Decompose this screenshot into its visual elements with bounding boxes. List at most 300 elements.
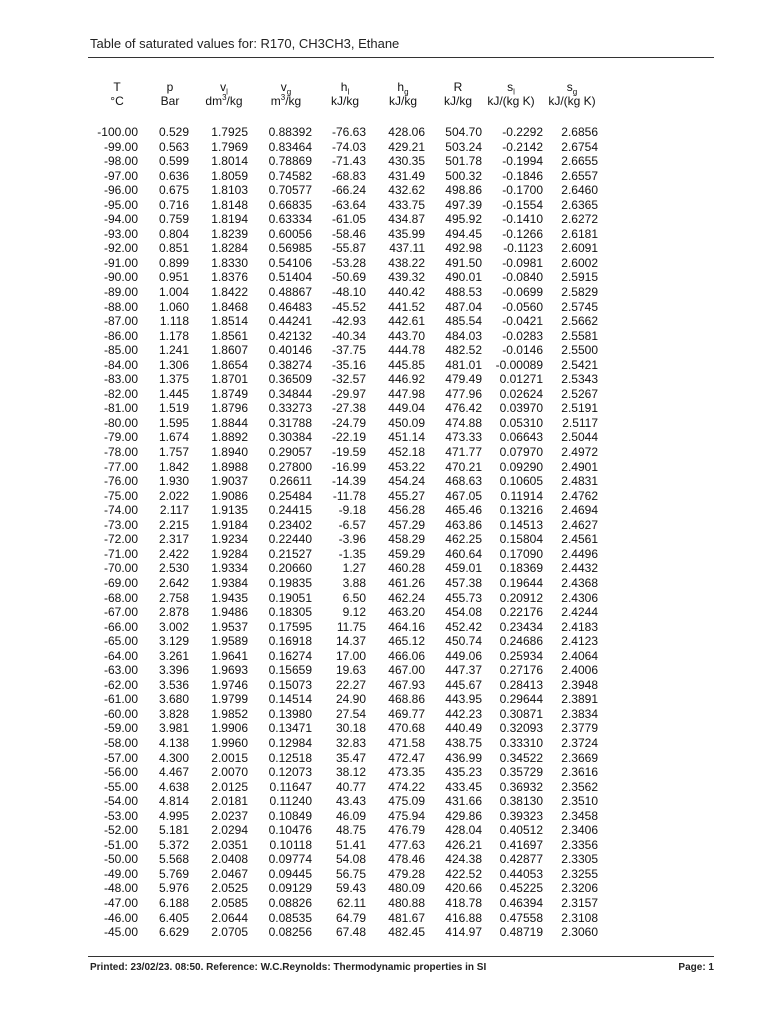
cell-vapor-entropy: 2.5581 <box>561 328 598 343</box>
cell-temperature: -83.00 <box>103 372 138 387</box>
cell-latent-heat: 440.49 <box>445 721 482 736</box>
cell-vapor-enthalpy: 473.35 <box>388 765 425 780</box>
cell-liquid-entropy: 0.19644 <box>499 575 543 590</box>
cell-pressure: 4.467 <box>158 765 189 780</box>
cell-temperature: -82.00 <box>103 386 138 401</box>
cell-pressure: 2.642 <box>158 575 189 590</box>
cell-temperature: -59.00 <box>103 721 138 736</box>
cell-vapor-entropy: 2.4306 <box>561 590 598 605</box>
cell-liquid-enthalpy: -11.78 <box>332 488 366 503</box>
cell-liquid-enthalpy: -35.16 <box>331 357 366 372</box>
cell-vapor-enthalpy: 437.11 <box>389 241 425 256</box>
cell-liquid-entropy: 0.25934 <box>499 648 543 663</box>
cell-liquid-enthalpy: -74.03 <box>331 139 366 154</box>
cell-vapor-entropy: 2.4123 <box>561 634 598 649</box>
cell-pressure: 0.636 <box>158 168 189 183</box>
cell-liquid-enthalpy: 46.09 <box>335 808 366 823</box>
cell-latent-heat: 481.01 <box>445 357 482 372</box>
table-row <box>0 300 768 315</box>
cell-liquid-volume: 1.8607 <box>211 343 248 358</box>
cell-liquid-enthalpy: 11.75 <box>336 619 366 634</box>
cell-vapor-volume: 0.42132 <box>268 328 312 343</box>
cell-liquid-enthalpy: -63.64 <box>331 197 366 212</box>
cell-pressure: 3.536 <box>158 677 189 692</box>
cell-liquid-enthalpy: -29.97 <box>331 386 366 401</box>
cell-liquid-entropy: 0.30871 <box>499 706 543 721</box>
cell-latent-heat: 452.42 <box>445 619 482 634</box>
cell-temperature: -77.00 <box>103 459 138 474</box>
table-row <box>0 736 768 751</box>
cell-pressure: 6.629 <box>158 925 189 940</box>
cell-vapor-volume: 0.08256 <box>268 925 312 940</box>
cell-temperature: -68.00 <box>103 590 138 605</box>
cell-liquid-volume: 2.0408 <box>211 852 248 867</box>
cell-temperature: -85.00 <box>103 343 138 358</box>
cell-liquid-entropy: 0.22176 <box>499 605 543 620</box>
cell-latent-heat: 436.99 <box>445 750 482 765</box>
cell-vapor-enthalpy: 476.79 <box>388 823 425 838</box>
cell-vapor-enthalpy: 455.27 <box>388 488 425 503</box>
cell-latent-heat: 422.52 <box>445 866 482 881</box>
cell-vapor-entropy: 2.4006 <box>561 663 598 678</box>
table-row <box>0 576 768 591</box>
cell-vapor-enthalpy: 462.24 <box>388 590 425 605</box>
cell-liquid-entropy: 0.39323 <box>499 808 543 823</box>
cell-liquid-enthalpy: -32.57 <box>331 372 366 387</box>
cell-liquid-volume: 1.8103 <box>211 183 248 198</box>
cell-pressure: 1.060 <box>158 299 189 314</box>
cell-liquid-enthalpy: 38.12 <box>335 765 366 780</box>
table-row <box>0 183 768 198</box>
table-row <box>0 212 768 227</box>
cell-liquid-entropy: 0.07970 <box>499 445 543 460</box>
cell-vapor-volume: 0.60056 <box>268 226 312 241</box>
cell-temperature: -81.00 <box>103 401 138 416</box>
cell-vapor-entropy: 2.3616 <box>561 765 598 780</box>
cell-vapor-enthalpy: 477.63 <box>388 837 425 852</box>
cell-liquid-entropy: -0.2142 <box>502 139 543 154</box>
cell-temperature: -70.00 <box>103 561 138 576</box>
cell-liquid-enthalpy: 30.18 <box>335 721 366 736</box>
cell-vapor-entropy: 2.3060 <box>561 925 598 940</box>
cell-temperature: -86.00 <box>103 328 138 343</box>
table-row <box>0 707 768 722</box>
cell-vapor-enthalpy: 467.00 <box>388 663 425 678</box>
cell-liquid-entropy: -0.1266 <box>502 226 543 241</box>
cell-vapor-entropy: 2.5829 <box>561 285 598 300</box>
cell-liquid-entropy: -0.1846 <box>502 168 543 183</box>
cell-liquid-volume: 1.9641 <box>211 648 248 663</box>
cell-pressure: 0.899 <box>158 255 189 270</box>
page-title: Table of saturated values for: R170, CH3CH3, Ethane <box>90 36 400 51</box>
cell-vapor-enthalpy: 447.98 <box>388 386 425 401</box>
cell-latent-heat: 487.04 <box>445 299 482 314</box>
cell-vapor-entropy: 2.3724 <box>561 735 598 750</box>
cell-liquid-enthalpy: 32.83 <box>335 735 366 750</box>
cell-liquid-entropy: -0.0981 <box>502 255 543 270</box>
cell-vapor-enthalpy: 457.29 <box>388 517 425 532</box>
cell-vapor-enthalpy: 460.28 <box>388 561 425 576</box>
cell-vapor-enthalpy: 464.16 <box>388 619 425 634</box>
cell-liquid-enthalpy: -42.93 <box>331 314 366 329</box>
cell-latent-heat: 491.50 <box>445 255 482 270</box>
cell-vapor-entropy: 2.4694 <box>561 503 598 518</box>
footer-divider <box>88 956 714 957</box>
cell-liquid-volume: 2.0525 <box>211 881 248 896</box>
cell-pressure: 0.675 <box>158 183 189 198</box>
cell-vapor-entropy: 2.5343 <box>561 372 598 387</box>
table-row <box>0 372 768 387</box>
cell-latent-heat: 460.64 <box>445 546 482 561</box>
table-row <box>0 896 768 911</box>
cell-liquid-entropy: 0.14513 <box>499 517 543 532</box>
table-row <box>0 663 768 678</box>
cell-vapor-volume: 0.13471 <box>268 721 312 736</box>
cell-liquid-entropy: 0.24686 <box>499 634 543 649</box>
cell-vapor-enthalpy: 442.61 <box>388 314 425 329</box>
cell-vapor-volume: 0.40146 <box>268 343 312 358</box>
cell-vapor-volume: 0.44241 <box>268 314 312 329</box>
cell-liquid-volume: 1.8514 <box>211 314 248 329</box>
cell-latent-heat: 471.77 <box>445 445 482 460</box>
cell-liquid-volume: 2.0351 <box>211 837 248 852</box>
column-header-pressure: p Bar <box>160 80 180 108</box>
cell-vapor-volume: 0.46483 <box>268 299 312 314</box>
cell-pressure: 4.995 <box>158 808 189 823</box>
cell-latent-heat: 435.23 <box>445 765 482 780</box>
cell-temperature: -54.00 <box>103 794 138 809</box>
cell-liquid-entropy: 0.38130 <box>499 794 543 809</box>
cell-pressure: 6.405 <box>158 910 189 925</box>
cell-temperature: -61.00 <box>103 692 138 707</box>
cell-liquid-enthalpy: -48.10 <box>331 285 366 300</box>
cell-vapor-volume: 0.10476 <box>268 823 312 838</box>
cell-pressure: 5.976 <box>158 881 189 896</box>
cell-vapor-entropy: 2.3206 <box>561 881 598 896</box>
cell-vapor-entropy: 2.4496 <box>561 546 598 561</box>
cell-temperature: -52.00 <box>103 823 138 838</box>
table-row <box>0 430 768 445</box>
cell-latent-heat: 418.78 <box>445 895 482 910</box>
cell-vapor-volume: 0.83464 <box>268 139 312 154</box>
cell-vapor-entropy: 2.5421 <box>561 357 598 372</box>
cell-vapor-volume: 0.30384 <box>268 430 312 445</box>
cell-liquid-entropy: 0.46394 <box>499 895 543 910</box>
cell-vapor-volume: 0.12073 <box>268 765 312 780</box>
cell-temperature: -96.00 <box>103 183 138 198</box>
cell-liquid-volume: 2.0294 <box>211 823 248 838</box>
cell-temperature: -76.00 <box>103 474 138 489</box>
cell-vapor-enthalpy: 432.62 <box>388 183 425 198</box>
cell-latent-heat: 428.04 <box>445 823 482 838</box>
cell-vapor-enthalpy: 429.21 <box>388 139 425 154</box>
cell-liquid-volume: 1.8749 <box>211 386 248 401</box>
table-row <box>0 460 768 475</box>
cell-pressure: 3.680 <box>158 692 189 707</box>
cell-vapor-enthalpy: 430.35 <box>388 154 425 169</box>
cell-vapor-volume: 0.12984 <box>268 735 312 750</box>
cell-liquid-entropy: 0.18369 <box>499 561 543 576</box>
cell-liquid-enthalpy: 17.00 <box>335 648 366 663</box>
table-body <box>0 125 768 940</box>
cell-latent-heat: 482.52 <box>445 343 482 358</box>
cell-temperature: -74.00 <box>103 503 138 518</box>
cell-vapor-volume: 0.36509 <box>268 372 312 387</box>
cell-liquid-enthalpy: 3.88 <box>342 575 366 590</box>
cell-vapor-volume: 0.24415 <box>268 503 312 518</box>
cell-vapor-enthalpy: 445.85 <box>388 357 425 372</box>
cell-latent-heat: 429.86 <box>445 808 482 823</box>
cell-liquid-volume: 1.9486 <box>211 605 248 620</box>
cell-liquid-entropy: 0.10605 <box>499 474 543 489</box>
cell-vapor-enthalpy: 453.22 <box>388 459 425 474</box>
table-row <box>0 416 768 431</box>
cell-latent-heat: 431.66 <box>445 794 482 809</box>
table-row <box>0 227 768 242</box>
cell-liquid-enthalpy: 22.27 <box>335 677 366 692</box>
cell-pressure: 0.851 <box>158 241 189 256</box>
cell-liquid-enthalpy: -27.38 <box>331 401 366 416</box>
cell-vapor-volume: 0.33273 <box>268 401 312 416</box>
column-header-vapor-volume: $v_g$ $m^3/kg$ <box>270 80 302 108</box>
cell-temperature: -64.00 <box>103 648 138 663</box>
table-row <box>0 852 768 867</box>
cell-liquid-volume: 1.8284 <box>211 241 248 256</box>
cell-liquid-enthalpy: 67.48 <box>335 925 366 940</box>
cell-latent-heat: 484.03 <box>445 328 482 343</box>
cell-vapor-entropy: 2.4972 <box>561 445 598 460</box>
cell-vapor-entropy: 2.3562 <box>561 779 598 794</box>
cell-temperature: -80.00 <box>103 415 138 430</box>
cell-liquid-volume: 2.0125 <box>211 779 248 794</box>
cell-liquid-enthalpy: -68.83 <box>331 168 366 183</box>
cell-temperature: -63.00 <box>103 663 138 678</box>
cell-liquid-volume: 1.7925 <box>211 125 248 139</box>
cell-liquid-entropy: 0.33310 <box>499 735 543 750</box>
cell-vapor-enthalpy: 438.22 <box>388 255 425 270</box>
cell-pressure: 1.519 <box>158 401 189 416</box>
cell-vapor-enthalpy: 468.86 <box>388 692 425 707</box>
cell-vapor-enthalpy: 480.88 <box>388 895 425 910</box>
cell-vapor-enthalpy: 449.04 <box>388 401 425 416</box>
cell-liquid-volume: 1.9589 <box>211 634 248 649</box>
cell-vapor-volume: 0.66835 <box>268 197 312 212</box>
cell-vapor-volume: 0.08826 <box>268 895 312 910</box>
table-row <box>0 692 768 707</box>
cell-latent-heat: 488.53 <box>445 285 482 300</box>
cell-vapor-entropy: 2.5267 <box>561 386 598 401</box>
cell-vapor-entropy: 2.3255 <box>561 866 598 881</box>
cell-vapor-volume: 0.31788 <box>268 415 312 430</box>
cell-vapor-enthalpy: 452.18 <box>388 445 425 460</box>
cell-vapor-enthalpy: 444.78 <box>388 343 425 358</box>
table-row <box>0 285 768 300</box>
cell-latent-heat: 450.74 <box>445 634 482 649</box>
cell-vapor-enthalpy: 431.49 <box>388 168 425 183</box>
cell-latent-heat: 485.54 <box>445 314 482 329</box>
cell-latent-heat: 490.01 <box>445 270 482 285</box>
cell-pressure: 1.004 <box>158 285 189 300</box>
cell-vapor-entropy: 2.4064 <box>561 648 598 663</box>
cell-liquid-entropy: 0.36932 <box>499 779 543 794</box>
cell-liquid-enthalpy: -71.43 <box>331 154 366 169</box>
cell-vapor-volume: 0.08535 <box>268 910 312 925</box>
cell-vapor-volume: 0.51404 <box>268 270 312 285</box>
cell-pressure: 4.638 <box>158 779 189 794</box>
cell-liquid-entropy: -0.0840 <box>502 270 543 285</box>
cell-pressure: 1.674 <box>158 430 189 445</box>
cell-liquid-enthalpy: -53.28 <box>331 255 366 270</box>
cell-latent-heat: 479.49 <box>445 372 482 387</box>
cell-pressure: 5.372 <box>158 837 189 852</box>
cell-vapor-entropy: 2.4627 <box>561 517 598 532</box>
cell-vapor-volume: 0.15659 <box>268 663 312 678</box>
cell-pressure: 0.599 <box>158 154 189 169</box>
cell-liquid-volume: 1.9746 <box>211 677 248 692</box>
cell-vapor-entropy: 2.4183 <box>561 619 598 634</box>
cell-vapor-entropy: 2.3948 <box>561 677 598 692</box>
table-row <box>0 634 768 649</box>
cell-pressure: 0.716 <box>158 197 189 212</box>
cell-vapor-volume: 0.14514 <box>268 692 312 707</box>
cell-temperature: -95.00 <box>103 197 138 212</box>
cell-pressure: 0.804 <box>158 226 189 241</box>
cell-temperature: -71.00 <box>103 546 138 561</box>
cell-liquid-volume: 1.9334 <box>211 561 248 576</box>
cell-liquid-volume: 1.9537 <box>211 619 248 634</box>
cell-liquid-volume: 1.9086 <box>211 488 248 503</box>
cell-vapor-enthalpy: 456.28 <box>388 503 425 518</box>
cell-vapor-enthalpy: 466.06 <box>388 648 425 663</box>
cell-latent-heat: 449.06 <box>445 648 482 663</box>
cell-vapor-entropy: 2.5662 <box>561 314 598 329</box>
cell-liquid-entropy: -0.1700 <box>502 183 543 198</box>
cell-vapor-entropy: 2.5117 <box>562 415 598 430</box>
cell-liquid-entropy: 0.09290 <box>499 459 543 474</box>
print-reference: Printed: 23/02/23. 08:50. Reference: W.C.Reynolds: Thermodynamic properties in SI <box>90 962 487 973</box>
cell-latent-heat: 473.33 <box>445 430 482 445</box>
cell-vapor-volume: 0.74582 <box>268 168 312 183</box>
header-divider <box>88 57 714 58</box>
table-row <box>0 241 768 256</box>
cell-latent-heat: 463.86 <box>445 517 482 532</box>
cell-liquid-entropy: 0.32093 <box>499 721 543 736</box>
cell-liquid-enthalpy: -37.75 <box>331 343 366 358</box>
cell-liquid-enthalpy: 64.79 <box>335 910 366 925</box>
cell-liquid-entropy: -0.00089 <box>495 357 543 372</box>
cell-temperature: -46.00 <box>103 910 138 925</box>
cell-liquid-volume: 1.8194 <box>211 212 248 227</box>
cell-vapor-volume: 0.13980 <box>268 706 312 721</box>
cell-liquid-entropy: 0.44053 <box>499 866 543 881</box>
cell-pressure: 5.769 <box>158 866 189 881</box>
cell-vapor-volume: 0.15073 <box>268 677 312 692</box>
cell-pressure: 4.138 <box>158 735 189 750</box>
cell-liquid-enthalpy: -9.18 <box>338 503 366 518</box>
cell-liquid-enthalpy: -55.87 <box>331 241 366 256</box>
cell-liquid-volume: 1.9852 <box>211 706 248 721</box>
cell-vapor-entropy: 2.6002 <box>561 255 598 270</box>
cell-vapor-volume: 0.25484 <box>268 488 312 503</box>
cell-liquid-volume: 1.9906 <box>211 721 248 736</box>
cell-temperature: -87.00 <box>103 314 138 329</box>
cell-temperature: -47.00 <box>103 895 138 910</box>
cell-liquid-volume: 1.8988 <box>211 459 248 474</box>
cell-liquid-volume: 1.8561 <box>211 328 248 343</box>
cell-vapor-volume: 0.09774 <box>268 852 312 867</box>
cell-vapor-enthalpy: 470.68 <box>388 721 425 736</box>
cell-temperature: -88.00 <box>103 299 138 314</box>
cell-temperature: -73.00 <box>103 517 138 532</box>
cell-vapor-entropy: 2.4762 <box>561 488 598 503</box>
cell-liquid-enthalpy: -66.24 <box>331 183 366 198</box>
table-row <box>0 270 768 285</box>
cell-latent-heat: 465.46 <box>445 503 482 518</box>
cell-liquid-enthalpy: 19.63 <box>335 663 366 678</box>
cell-vapor-entropy: 2.4368 <box>561 575 598 590</box>
cell-liquid-entropy: -0.1554 <box>502 197 543 212</box>
cell-vapor-volume: 0.38274 <box>268 357 312 372</box>
cell-liquid-volume: 1.8892 <box>211 430 248 445</box>
cell-liquid-enthalpy: -76.63 <box>331 125 366 139</box>
cell-pressure: 2.117 <box>159 503 189 518</box>
cell-liquid-volume: 1.8239 <box>211 226 248 241</box>
cell-latent-heat: 497.39 <box>445 197 482 212</box>
cell-vapor-enthalpy: 474.22 <box>388 779 425 794</box>
cell-latent-heat: 442.23 <box>445 706 482 721</box>
cell-liquid-volume: 1.8844 <box>211 415 248 430</box>
table-row <box>0 445 768 460</box>
cell-temperature: -72.00 <box>103 532 138 547</box>
cell-temperature: -94.00 <box>103 212 138 227</box>
cell-pressure: 2.215 <box>158 517 189 532</box>
cell-vapor-entropy: 2.6754 <box>561 139 598 154</box>
cell-vapor-entropy: 2.3834 <box>561 706 598 721</box>
cell-pressure: 1.445 <box>158 386 189 401</box>
cell-liquid-volume: 2.0644 <box>211 910 248 925</box>
cell-vapor-enthalpy: 469.77 <box>388 706 425 721</box>
cell-liquid-enthalpy: -19.59 <box>331 445 366 460</box>
cell-temperature: -84.00 <box>103 357 138 372</box>
table-row <box>0 751 768 766</box>
cell-pressure: 0.563 <box>158 139 189 154</box>
cell-vapor-volume: 0.70577 <box>268 183 312 198</box>
cell-liquid-volume: 1.9037 <box>211 474 248 489</box>
cell-temperature: -66.00 <box>103 619 138 634</box>
cell-pressure: 3.828 <box>158 706 189 721</box>
cell-liquid-volume: 2.0181 <box>211 794 248 809</box>
table-row <box>0 401 768 416</box>
cell-temperature: -93.00 <box>103 226 138 241</box>
cell-vapor-enthalpy: 475.09 <box>388 794 425 809</box>
cell-liquid-entropy: 0.35729 <box>499 765 543 780</box>
cell-vapor-entropy: 2.3108 <box>561 910 598 925</box>
cell-vapor-enthalpy: 465.12 <box>388 634 425 649</box>
column-header-vapor-enthalpy: $h_g$ kJ/kg <box>388 80 417 108</box>
cell-latent-heat: 503.24 <box>445 139 482 154</box>
table-row <box>0 154 768 169</box>
cell-vapor-volume: 0.11240 <box>269 794 312 809</box>
cell-pressure: 2.530 <box>158 561 189 576</box>
cell-temperature: -78.00 <box>103 445 138 460</box>
table-row <box>0 329 768 344</box>
cell-liquid-entropy: -0.0146 <box>502 343 543 358</box>
cell-temperature: -100.00 <box>97 125 138 139</box>
cell-vapor-volume: 0.48867 <box>268 285 312 300</box>
cell-vapor-enthalpy: 439.32 <box>388 270 425 285</box>
cell-liquid-volume: 1.9234 <box>211 532 248 547</box>
cell-vapor-entropy: 2.4244 <box>561 605 598 620</box>
